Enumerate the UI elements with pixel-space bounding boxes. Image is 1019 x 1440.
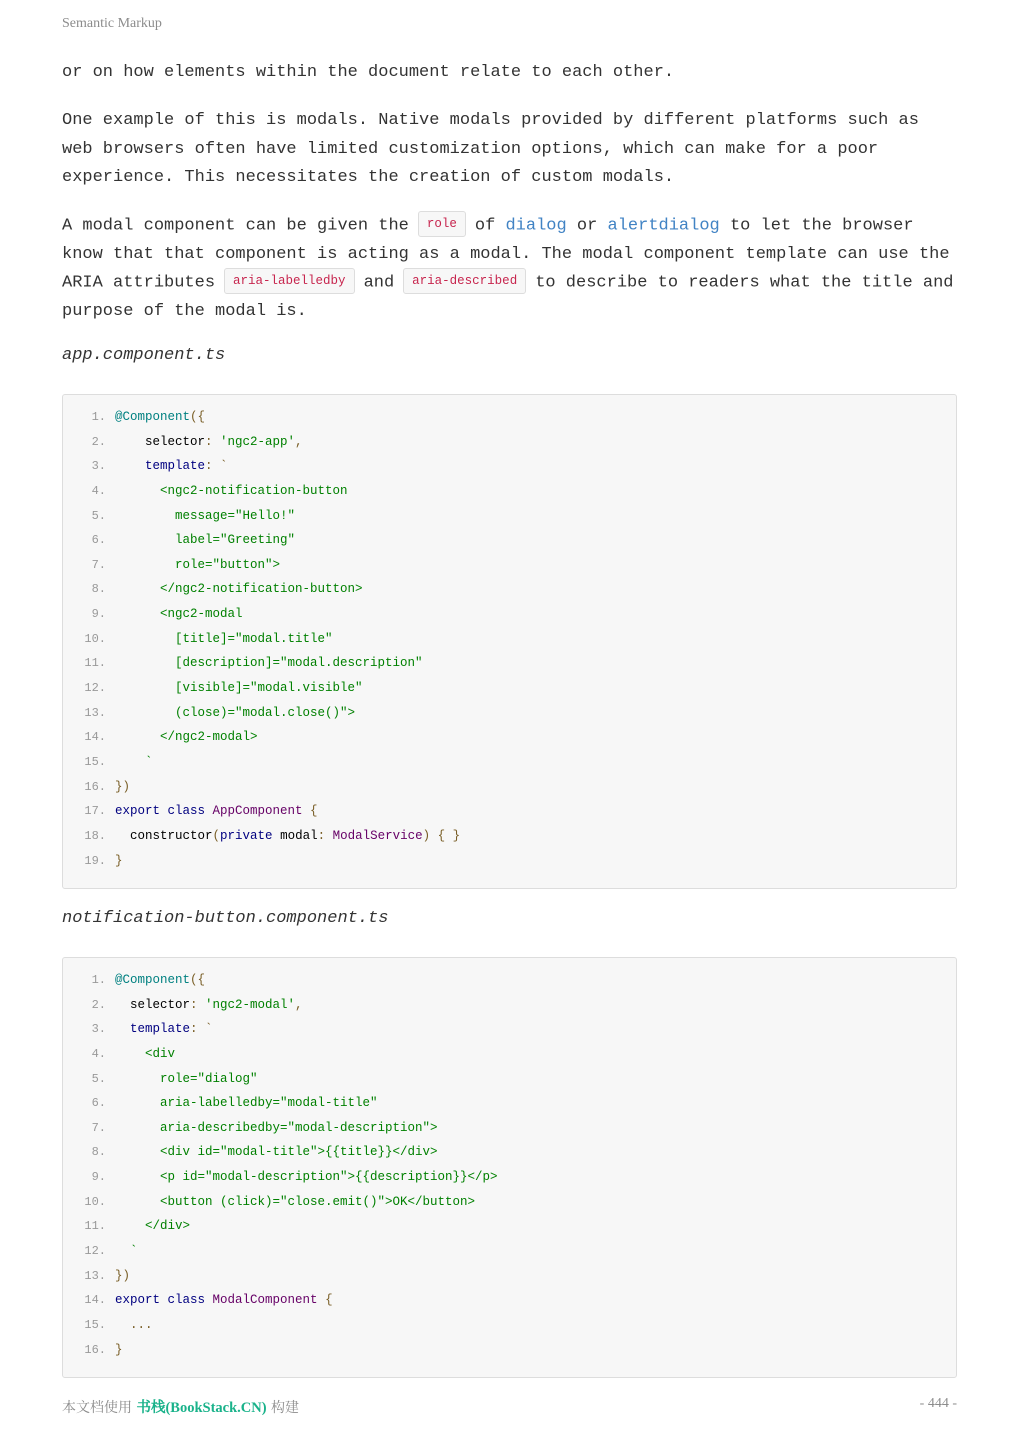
line-number: 18. <box>84 828 106 843</box>
line-number: 13. <box>84 705 106 720</box>
code-line <box>63 479 956 504</box>
code-token: { <box>317 1293 333 1308</box>
code-token: ` <box>115 1244 138 1259</box>
line-number: 8. <box>91 582 106 597</box>
code-token: 'ngc2-app' <box>220 434 296 449</box>
code-line <box>63 430 956 455</box>
code-block-modal-component <box>62 957 957 1378</box>
code-token: } <box>115 1342 123 1357</box>
file-name-app-component: app.component.ts <box>62 346 226 365</box>
code-token: : ` <box>205 459 228 474</box>
line-number: 3. <box>91 459 106 474</box>
line-number: 17. <box>84 804 106 819</box>
code-line <box>63 1091 956 1116</box>
code-token: modal <box>272 828 318 843</box>
code-token: role="button"> <box>115 557 281 572</box>
code-token: ` <box>115 754 153 769</box>
code-token: }) <box>115 1268 131 1283</box>
code-line <box>63 993 956 1018</box>
line-number: 15. <box>84 1317 106 1332</box>
text-segment: A modal component can be given the <box>62 216 409 236</box>
footer-credit <box>62 1396 299 1417</box>
line-number: 19. <box>84 853 106 868</box>
inline-code-role: role <box>418 211 466 237</box>
code-token: , <box>295 997 303 1012</box>
line-number: 1. <box>91 973 106 987</box>
footer-suffix: 构建 <box>271 1400 300 1416</box>
code-token: export class <box>115 1293 213 1308</box>
code-line <box>63 602 956 627</box>
code-line <box>63 1042 956 1067</box>
code-token: </ngc2-notification-button> <box>115 582 363 597</box>
code-line <box>63 701 956 726</box>
code-token: [visible]="modal.visible" <box>115 681 363 696</box>
code-token: : <box>205 434 221 449</box>
code-token: label="Greeting" <box>115 533 296 548</box>
line-number: 13. <box>84 1268 106 1283</box>
code-token: 'ngc2-modal' <box>205 997 296 1012</box>
code-line <box>63 799 956 824</box>
line-number: 10. <box>84 631 106 646</box>
line-number: 11. <box>84 656 106 671</box>
code-token: ({ <box>190 410 206 424</box>
code-token: : ` <box>190 1022 213 1037</box>
code-token: template <box>115 459 206 474</box>
code-token: [title]="modal.title" <box>115 631 333 646</box>
code-token: <ngc2-modal <box>115 607 243 622</box>
code-line <box>63 627 956 652</box>
code-line <box>63 577 956 602</box>
line-number: 9. <box>91 607 106 622</box>
code-line <box>63 553 956 578</box>
text-segment: and <box>363 273 395 293</box>
code-line <box>63 1214 956 1239</box>
code-token: } <box>115 853 123 868</box>
code-token: : <box>190 997 206 1012</box>
text-segment: or <box>576 216 598 236</box>
code-line <box>63 968 956 993</box>
line-number: 12. <box>84 1244 106 1259</box>
running-header: Semantic Markup <box>62 16 162 31</box>
text-segment: to let the browser know that that component is acting as a modal. The modal component template can use the ARIA attributes <box>62 216 950 293</box>
line-number: 5. <box>91 508 106 523</box>
code-token: constructor <box>115 828 213 843</box>
code-line <box>63 651 956 676</box>
link-dialog[interactable]: dialog <box>505 216 567 236</box>
line-number: 5. <box>91 1071 106 1086</box>
code-line <box>63 1264 956 1289</box>
code-line <box>63 405 956 430</box>
code-line <box>63 1116 956 1141</box>
line-number: 8. <box>91 1145 106 1160</box>
line-number: 11. <box>84 1219 106 1234</box>
link-alertdialog[interactable]: alertdialog <box>607 216 720 236</box>
code-block-app-component <box>62 394 957 889</box>
code-line <box>63 1288 956 1313</box>
footer-brand-link[interactable]: 书栈(BookStack.CN) <box>136 1400 267 1416</box>
code-line <box>63 1067 956 1092</box>
footer-prefix: 本文档使用 <box>62 1400 132 1416</box>
line-number: 9. <box>91 1170 106 1185</box>
code-line <box>63 849 956 874</box>
code-line <box>63 824 956 849</box>
paragraph-modals: One example of this is modals. Native modals provided by different platforms such as web browsers often have limited customization options, which can make for a poor experience. This necessitates the creation of custom modals. <box>62 111 919 187</box>
code-line <box>63 725 956 750</box>
line-number: 3. <box>91 1022 106 1037</box>
code-token: role="dialog" <box>115 1071 258 1086</box>
code-token: export class <box>115 804 213 819</box>
code-token: message="Hello!" <box>115 508 296 523</box>
line-number: 12. <box>84 681 106 696</box>
line-number: 6. <box>91 533 106 548</box>
line-number: 4. <box>91 1046 106 1061</box>
line-number: 7. <box>91 557 106 572</box>
line-number: 4. <box>91 483 106 498</box>
code-token: ({ <box>190 973 206 987</box>
file-name-notification-button: notification-button.component.ts <box>62 909 389 928</box>
code-token: @Component <box>115 410 191 424</box>
code-token: AppComponent <box>212 804 303 819</box>
line-number: 14. <box>84 1293 106 1308</box>
line-number: 14. <box>84 730 106 745</box>
code-token: , <box>295 434 303 449</box>
code-token: private <box>220 828 273 843</box>
code-line <box>63 1239 956 1264</box>
code-line <box>63 1313 956 1338</box>
code-token: { <box>302 804 318 819</box>
code-token: ( <box>212 828 221 843</box>
line-number: 1. <box>91 410 106 424</box>
inline-code-aria-described: aria-described <box>403 268 526 294</box>
code-token: (close)="modal.close()"> <box>115 705 356 720</box>
line-number: 16. <box>84 779 106 794</box>
code-line <box>63 504 956 529</box>
code-token: <div id="modal-title">{{title}}</div> <box>115 1145 438 1160</box>
code-token: ModalService <box>332 828 423 843</box>
code-line <box>63 528 956 553</box>
code-token: </div> <box>115 1219 191 1234</box>
code-token: ... <box>115 1317 153 1332</box>
text-segment: of <box>474 216 496 236</box>
code-line <box>63 454 956 479</box>
code-token: template <box>115 1022 191 1037</box>
line-number: 7. <box>91 1120 106 1135</box>
page-number: - 444 - <box>919 1396 957 1411</box>
code-token: selector <box>115 997 191 1012</box>
line-number: 2. <box>91 997 106 1012</box>
code-token: [description]="modal.description" <box>115 656 423 671</box>
code-token: <ngc2-notification-button <box>115 483 348 498</box>
code-token: ModalComponent <box>212 1293 318 1308</box>
code-token: <button (click)="close.emit()">OK</button> <box>115 1194 476 1209</box>
code-token: ) { } <box>422 828 461 843</box>
code-line <box>63 1190 956 1215</box>
code-token: </ngc2-modal> <box>115 730 258 745</box>
code-line <box>63 775 956 800</box>
code-token: @Component <box>115 973 191 987</box>
code-token: <div <box>115 1046 176 1061</box>
code-token: : <box>317 828 333 843</box>
paragraph-aria <box>62 212 957 327</box>
code-token: aria-describedby="modal-description"> <box>115 1120 438 1135</box>
code-token: selector <box>115 434 206 449</box>
text-segment: to describe to readers what the title and purpose of the modal is. <box>62 273 954 322</box>
line-number: 6. <box>91 1096 106 1111</box>
paragraph-intro: or on how elements within the document relate to each other. <box>62 63 675 82</box>
code-token: }) <box>115 779 131 794</box>
inline-code-aria-labelledby: aria-labelledby <box>224 268 355 294</box>
code-line <box>63 1140 956 1165</box>
code-line <box>63 1338 956 1363</box>
code-token: <p id="modal-description">{{description}}</p> <box>115 1170 498 1185</box>
code-line <box>63 750 956 775</box>
line-number: 15. <box>84 754 106 769</box>
code-line <box>63 1165 956 1190</box>
line-number: 2. <box>91 434 106 449</box>
line-number: 10. <box>84 1194 106 1209</box>
code-line <box>63 676 956 701</box>
code-token: aria-labelledby="modal-title" <box>115 1096 378 1111</box>
code-line <box>63 1017 956 1042</box>
line-number: 16. <box>84 1342 106 1357</box>
